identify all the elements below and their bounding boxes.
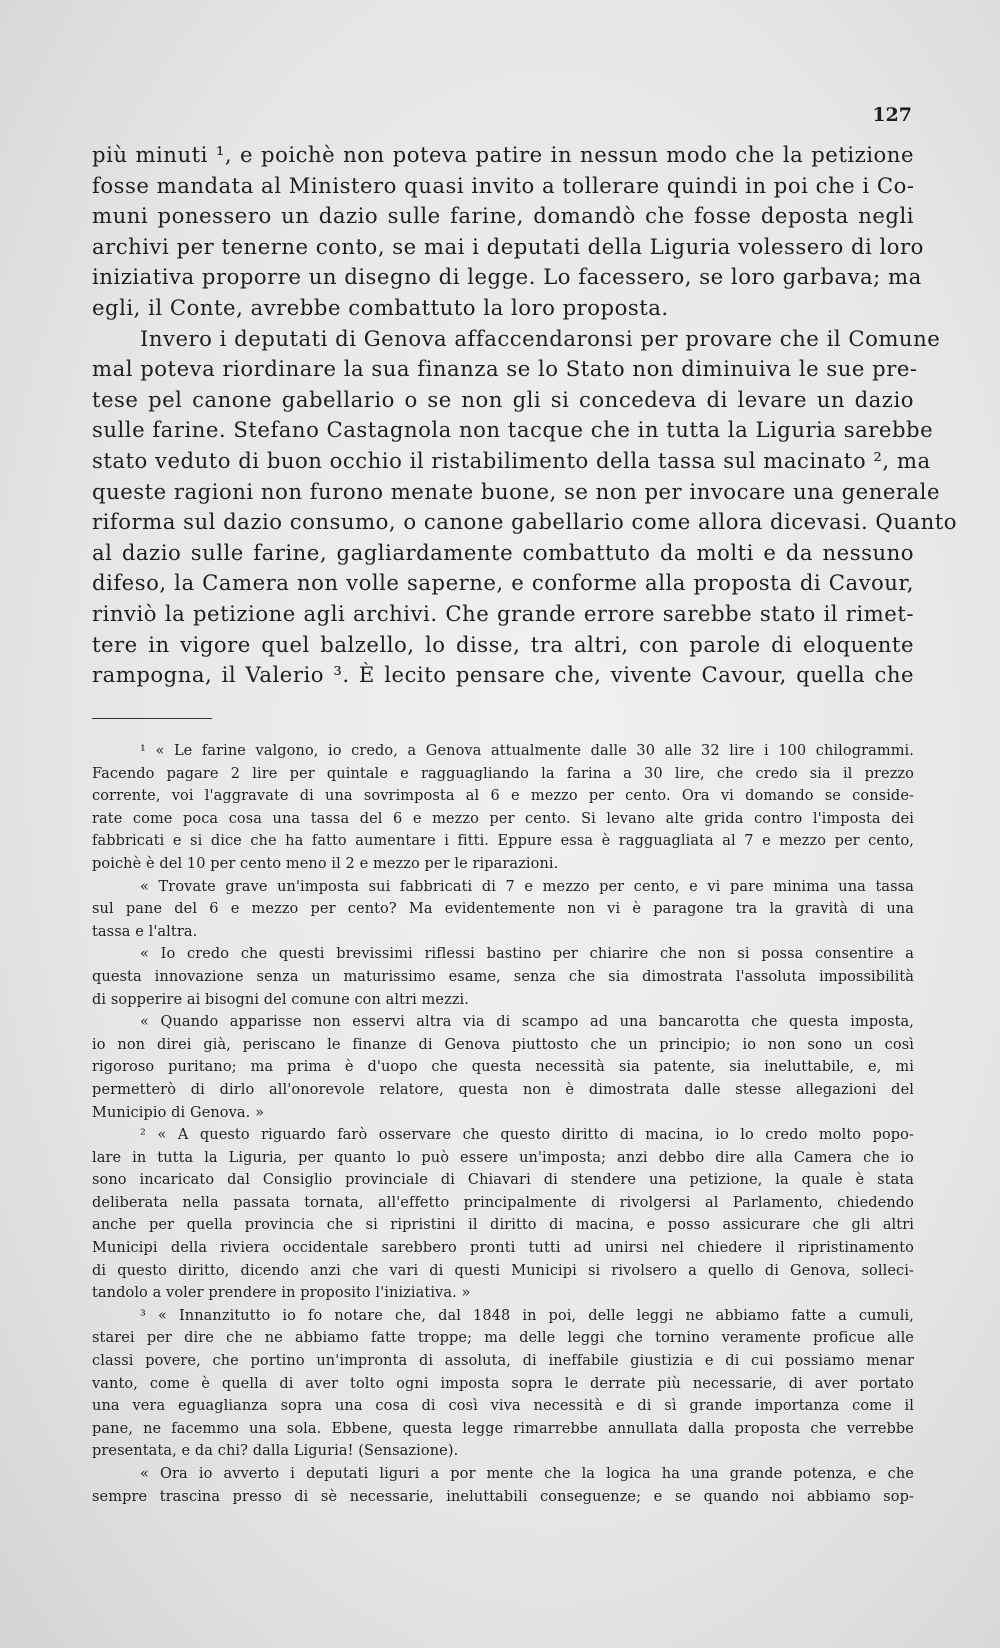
- body-line: rinviò la petizione agli archivi. Che grande errore sarebbe stato il rimet-: [92, 600, 914, 626]
- footnote-divider: [92, 718, 212, 719]
- footnote-line: di sopperire ai bisogni del comune con altri mezzi.: [92, 991, 470, 1008]
- footnotes: [92, 740, 914, 1508]
- body-line: sulle farine. Stefano Castagnola non tacque che in tutta la Liguria sarebbe: [92, 417, 934, 443]
- footnote-line: « Io credo che questi brevissimi riflessi bastino per chiarire che non si possa consentire a: [140, 946, 914, 963]
- body-line: tere in vigore quel balzello, lo disse, tra altri, con parole di eloquente: [92, 631, 914, 657]
- footnote-line: anche per quella provincia che si ripristini il diritto di macina, e posso assicurare che gli altri: [92, 1217, 914, 1234]
- footnote-line: tandolo a voler prendere in proposito l'iniziativa. »: [92, 1285, 471, 1302]
- footnote-line: sono incaricato dal Consiglio provinciale di Chiavari di stendere una petizione, la quale è stata: [92, 1172, 914, 1189]
- body-line: fosse mandata al Ministero quasi invito a tollerare quindi in poi che i Co-: [92, 172, 915, 198]
- body-line: Invero i deputati di Genova affaccendaronsi per provare che il Comune: [140, 325, 941, 351]
- footnote-line: sempre trascina presso di sè necessarie, ineluttabili conseguenze; e se quando noi abbiamo sop-: [92, 1488, 914, 1505]
- footnote-line: tassa e l'altra.: [92, 923, 198, 940]
- footnote-line: « Ora io avverto i deputati liguri a por mente che la logica ha una grande potenza, e che: [140, 1466, 914, 1482]
- body-line: mal poteva riordinare la sua finanza se lo Stato non diminuiva le sue pre-: [92, 356, 918, 382]
- footnote-line: poichè è del 10 per cento meno il 2 e mezzo per le riparazioni.: [92, 855, 559, 872]
- body-line: più minuti ¹, e poichè non poteva patire in nessun modo che la petizione: [92, 142, 914, 167]
- body-line: stato veduto di buon occhio il ristabilimento della tassa sul macinato ², ma: [92, 447, 931, 473]
- footnote-line: fabbricati e si dice che ha fatto aumentare i fitti. Eppure essa è ragguagliata al 7 e mezzo per cento,: [92, 833, 914, 850]
- footnote-line: di questo diritto, dicendo anzi che vari di questi Municipi si rivolsero a quello di Genova, solleci-: [92, 1262, 914, 1279]
- body-line: muni ponessero un dazio sulle farine, domandò che fosse deposta negli: [92, 203, 914, 229]
- footnote-line: deliberata nella passata tornata, all'effetto principalmente di rivolgersi al Parlamento, chiedendo: [92, 1194, 914, 1211]
- footnote-line: Municipi della riviera occidentale sarebbero pronti tutti ad unirsi nel chiedere il ripristinamento: [92, 1240, 914, 1257]
- body-line: difeso, la Camera non volle saperne, e conforme alla proposta di Cavour,: [92, 570, 914, 596]
- body-line: egli, il Conte, avrebbe combattuto la loro proposta.: [92, 294, 669, 320]
- footnote-line: ³ « Innanzitutto io fo notare che, dal 1848 in poi, delle leggi ne abbiamo fatte a cumuli,: [140, 1307, 914, 1324]
- footnote-line: pane, ne facemmo una sola. Ebbene, questa legge rimarrebbe annullata dalla proposta che verrebbe: [92, 1420, 914, 1437]
- body-line: riforma sul dazio consumo, o canone gabellario come allora dicevasi. Quanto: [92, 509, 957, 535]
- footnote-line: « Trovate grave un'imposta sui fabbricati di 7 e mezzo per cento, e vi pare minima una tassa: [140, 878, 914, 895]
- footnote-line: presentata, e da chi? dalla Liguria! (Sensazione).: [92, 1443, 459, 1460]
- body-line: iniziativa proporre un disegno di legge. Lo facessero, se loro garbava; ma: [92, 264, 922, 290]
- footnote-line: una vera eguaglianza sopra una cosa di così viva necessità e di sì grande importanza come il: [92, 1398, 914, 1415]
- footnote-line: Facendo pagare 2 lire per quintale e ragguagliando la farina a 30 lire, che credo sia il prezzo: [92, 765, 914, 782]
- footnote-line: permetterò di dirlo all'onorevole relatore, questa non è dimostrata dalle stesse allegazioni del: [92, 1081, 914, 1098]
- footnote-line: rate come poca cosa una tassa del 6 e mezzo per cento. Si levano alte grida contro l'imposta dei: [92, 810, 914, 827]
- body-line: archivi per tenerne conto, se mai i deputati della Liguria volessero di loro: [92, 233, 924, 259]
- footnote-line: sul pane del 6 e mezzo per cento? Ma evidentemente non vi è paragone tra la gravità di una: [92, 901, 914, 918]
- footnote-line: rigoroso puritano; ma prima è d'uopo che questa necessità sia patente, sia ineluttabile, e, mi: [92, 1059, 914, 1076]
- footnote-line: ¹ « Le farine valgono, io credo, a Genova attualmente dalle 30 alle 32 lire i 100 chilogrammi.: [140, 743, 914, 759]
- body-line: al dazio sulle farine, gagliardamente combattuto da molti e da nessuno: [92, 539, 914, 565]
- body-text: [92, 140, 957, 691]
- footnote-line: Municipio di Genova. »: [92, 1104, 265, 1121]
- page-number: 127: [872, 104, 912, 126]
- body-line: rampogna, il Valerio ³. È lecito pensare che, vivente Cavour, quella che: [92, 662, 914, 688]
- body-line: queste ragioni non furono menate buone, se non per invocare una generale: [92, 478, 940, 504]
- footnote-line: starei per dire che ne abbiamo fatte troppe; ma delle leggi che tornino veramente proficue alle: [92, 1330, 914, 1347]
- footnote-line: « Quando apparisse non esservi altra via di scampo ad una bancarotta che questa imposta,: [140, 1014, 914, 1031]
- body-line: tese pel canone gabellario o se non gli si concedeva di levare un dazio: [92, 386, 914, 412]
- footnote-line: lare in tutta la Liguria, per quanto lo può essere un'imposta; anzi debbo dire alla Camera che io: [92, 1149, 914, 1166]
- footnote-line: questa innovazione senza un maturissimo esame, senza che sia dimostrata l'assoluta impossibilità: [92, 968, 914, 985]
- footnote-line: corrente, voi l'aggravate di una sovrimposta al 6 e mezzo per cento. Ora vi domando se conside-: [92, 788, 914, 805]
- footnote-line: vanto, come è quella di aver tolto ogni imposta sopra le derrate più necessarie, di aver portato: [92, 1375, 914, 1392]
- footnote-line: classi povere, che portino un'impronta di assoluta, di ineffabile giustizia e di cui possiamo menar: [92, 1353, 914, 1370]
- footnote-line: ² « A questo riguardo farò osservare che questo diritto di macina, io lo credo molto popo-: [140, 1127, 914, 1144]
- footnote-line: io non direi già, periscano le finanze di Genova piuttosto che un principio; io non sono un così: [92, 1036, 914, 1053]
